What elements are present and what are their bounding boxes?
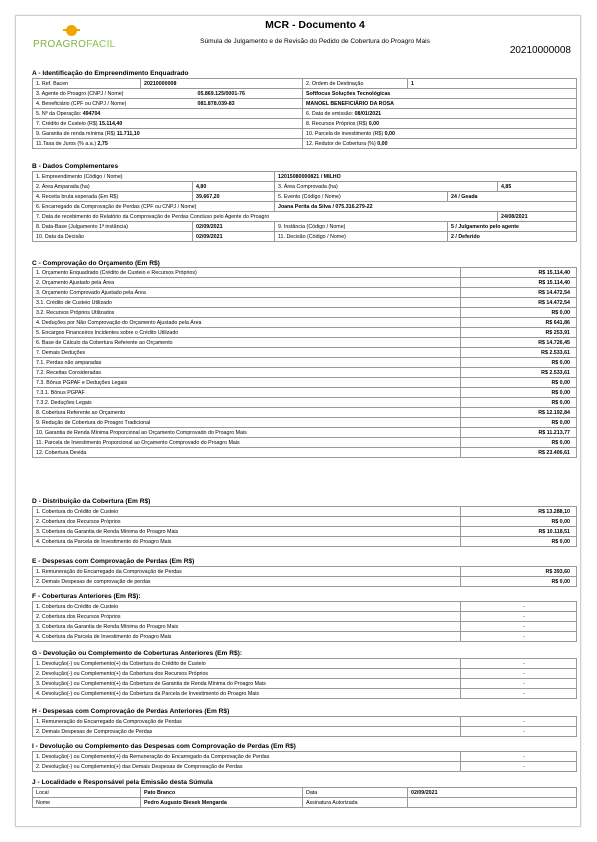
row-label: 4. Devolução(-) ou Complemento(+) da Cobertura da Parcela de Investimento do Proagro Mais: [33, 689, 461, 699]
section-d-title: D - Distribuição da Cobertura (Em R$): [32, 498, 151, 505]
row-value: -: [461, 622, 577, 632]
row-value: -: [461, 669, 577, 679]
table-row: [33, 537, 577, 547]
row-value: -: [461, 659, 577, 669]
row-label: 4. Deduções por Não Comprovação do Orçamento Ajustado pela Área: [33, 318, 461, 328]
table-row: [33, 689, 577, 699]
table-row: 5. Nº da Operação: 494704 6. Data de emissão: 08/01/2021: [33, 109, 577, 119]
table-row: [33, 318, 577, 328]
row-label: 3. Cobertura da Garantia de Renda Mínima do Proagro Mais: [33, 622, 461, 632]
section-h-table: [32, 716, 577, 737]
row-label: 2. Cobertura dos Recursos Próprios: [33, 517, 461, 527]
table-row: [33, 517, 577, 527]
section-d-table: [32, 506, 577, 547]
document-title: MCR - Documento 4: [265, 19, 365, 31]
row-label: 1. Devolução(-) ou Complemento(+) da Remuneração do Encarregado da Comprovação de Perdas: [33, 752, 461, 762]
section-b-table: [32, 171, 577, 242]
row-value: R$ 253,91: [461, 328, 577, 338]
table-row: 7. Data de recebimento do Relatório da Comprovação de Perdas Concluso pelo Agente do Proagro 24/08/2021: [33, 212, 577, 222]
table-row: [33, 577, 577, 587]
table-row: 10. Data da Decisão 02/09/2021 11. Decisão (Código / Nome) 2 / Deferido: [33, 232, 577, 242]
row-value: R$ 2.533,61: [461, 348, 577, 358]
row-label: 2. Demais Despesas de comprovação de perdas: [33, 577, 461, 587]
row-value: R$ 0,00: [461, 388, 577, 398]
row-label: 3.1. Crédito de Custeio Utilizado: [33, 298, 461, 308]
row-label: 10. Garantia de Renda Mínima Proporcional ao Orçamento Comprovado do Proagro Mais: [33, 428, 461, 438]
row-value: R$ 0,00: [461, 438, 577, 448]
row-label: 1. Remuneração do Encarregado da Comprovação de Perdas: [33, 717, 461, 727]
table-row: 1. Ref. Bacen 20210000008 2. Ordem de Destinação 1: [33, 79, 577, 89]
row-value: R$ 23.406,61: [461, 448, 577, 458]
row-label: 7.3.2. Deduções Legais: [33, 398, 461, 408]
table-row: [33, 398, 577, 408]
table-row: [33, 752, 577, 762]
row-value: R$ 14.472,54: [461, 298, 577, 308]
table-row: [33, 288, 577, 298]
row-label: 1. Cobertura do Crédito de Custeio: [33, 602, 461, 612]
table-row: [33, 378, 577, 388]
row-label: 1. Cobertura do Crédito de Custeio: [33, 507, 461, 517]
table-row: [33, 602, 577, 612]
row-label: 1. Remuneração do Encarregado da Comprovação de Perdas: [33, 567, 461, 577]
table-row: [33, 388, 577, 398]
table-row: [33, 268, 577, 278]
table-row: [33, 727, 577, 737]
row-value: -: [461, 727, 577, 737]
row-label: 5. Encargos Financeiros Incidentes sobre o Crédito Utilizado: [33, 328, 461, 338]
row-label: 4. Cobertura da Parcela de Investimento do Proagro Mais: [33, 537, 461, 547]
row-value: R$ 10.118,51: [461, 527, 577, 537]
row-label: 6. Base de Cálculo da Cobertura Referente ao Orçamento: [33, 338, 461, 348]
section-a-table: [32, 78, 577, 149]
row-value: -: [461, 762, 577, 772]
row-value: R$ 14.726,45: [461, 338, 577, 348]
row-label: 2. Orçamento Ajustado pela Área: [33, 278, 461, 288]
row-value: -: [461, 752, 577, 762]
row-value: R$ 0,00: [461, 358, 577, 368]
row-label: 2. Cobertura dos Recursos Próprios: [33, 612, 461, 622]
row-value: R$ 641,86: [461, 318, 577, 328]
table-row: 3. Agente do Proagro (CNPJ / Nome) 05.869.125/0001-76 Softfocus Soluções Tecnológicas: [33, 89, 577, 99]
table-row: 9. Garantia de renda mínima (R$) 11.711,10 10. Parcela de investimento (R$) 0,00: [33, 129, 577, 139]
table-row: 6. Encarregado da Comprovação de Perdas (CPF ou CNPJ / Nome) Joana Perita da Silva / 075.316.279-22: [33, 202, 577, 212]
table-row: [33, 348, 577, 358]
section-b-title: B - Dados Complementares: [32, 163, 119, 170]
section-e-table: [32, 566, 577, 587]
table-row: 4. Receita bruta esperada (Em R$) 39.667,20 5. Evento (Código / Nome) 24 / Geada: [33, 192, 577, 202]
row-label: 7.3.1. Bônus PGPAF: [33, 388, 461, 398]
document-number: 20210000008: [509, 45, 571, 56]
section-g-table: [32, 658, 577, 699]
row-label: 7.1. Perdas não amparadas: [33, 358, 461, 368]
table-row: 1. Empreendimento (Código / Nome) 12015080000821 / MILHO: [33, 172, 577, 182]
section-i-table: [32, 751, 577, 772]
row-value: -: [461, 632, 577, 642]
row-value: R$ 11.213,77: [461, 428, 577, 438]
row-label: 3. Cobertura da Garantia de Renda Mínima do Proagro Mais: [33, 527, 461, 537]
row-value: R$ 0,00: [461, 398, 577, 408]
row-value: R$ 0,00: [461, 537, 577, 547]
table-row: [33, 368, 577, 378]
table-row: [33, 428, 577, 438]
row-value: -: [461, 612, 577, 622]
table-row: [33, 717, 577, 727]
row-label: 3.2. Recursos Próprios Utilizados: [33, 308, 461, 318]
row-label: 1. Devolução(-) ou Complemento(+) da Cobertura do Crédito de Custeio: [33, 659, 461, 669]
table-row: [33, 762, 577, 772]
row-label: 1. Orçamento Enquadrado (Crédito de Custeio e Recursos Próprios): [33, 268, 461, 278]
table-row: [33, 418, 577, 428]
section-e-title: E - Despesas com Comprovação de Perdas (Em R$): [32, 558, 195, 565]
row-label: 7.3. Bônus PGPAF e Deduções Legais: [33, 378, 461, 388]
row-value: R$ 393,60: [461, 567, 577, 577]
table-row: Local Pato Branco Data 02/09/2021: [33, 788, 577, 798]
table-row: [33, 679, 577, 689]
document-subtitle: Súmula de Julgamento e de Revisão do Pedido de Cobertura do Proagro Mais: [200, 38, 430, 45]
row-label: 7.2. Receitas Consideradas: [33, 368, 461, 378]
section-c-title: C - Comprovação do Orçamento (Em R$): [32, 260, 160, 267]
row-value: -: [461, 717, 577, 727]
row-value: R$ 0,00: [461, 577, 577, 587]
table-row: [33, 527, 577, 537]
row-value: R$ 0,00: [461, 418, 577, 428]
row-label: 11. Parcela de Investimento Proporcional ao Orçamento Comprovado do Proagro Mais: [33, 438, 461, 448]
table-row: [33, 632, 577, 642]
table-row: 2. Área Amparada (ha) 4,80 3. Área Comprovada (ha) 4,85: [33, 182, 577, 192]
table-row: 4. Beneficiário (CPF ou CNPJ / Nome) 081.878.039-83 MANOEL BENEFICIÁRIO DA ROSA: [33, 99, 577, 109]
table-row: 8. Data-Base (Julgamento 1ª instância) 02/09/2021 9. Instância (Código / Nome) 5 / Julgamento pelo agente: [33, 222, 577, 232]
table-row: [33, 507, 577, 517]
section-i-title: I - Devolução ou Complemento das Despesas com Comprovação de Perdas (Em R$): [32, 743, 296, 750]
row-value: R$ 15.114,40: [461, 268, 577, 278]
table-row: [33, 567, 577, 577]
section-c-table: [32, 267, 577, 458]
row-label: 4. Cobertura da Parcela de Investimento do Proagro Mais: [33, 632, 461, 642]
row-value: -: [461, 602, 577, 612]
section-a-title: A - Identificação do Empreendimento Enquadrado: [32, 70, 189, 77]
table-row: [33, 438, 577, 448]
row-label: 9. Redução de Cobertura do Proagro Tradicional: [33, 418, 461, 428]
row-value: R$ 0,00: [461, 378, 577, 388]
table-row: [33, 448, 577, 458]
table-row: [33, 308, 577, 318]
row-value: R$ 13.288,10: [461, 507, 577, 517]
table-row: [33, 328, 577, 338]
table-row: [33, 278, 577, 288]
row-label: 2. Devolução(-) ou Complemento(+) das Demais Despesas de Comprovação de Perdas: [33, 762, 461, 772]
row-value: R$ 0,00: [461, 308, 577, 318]
table-row: [33, 298, 577, 308]
row-label: 8. Cobertura Referente ao Orçamento: [33, 408, 461, 418]
row-value: R$ 2.533,61: [461, 368, 577, 378]
row-label: 3. Devolução(-) ou Complemento(+) da Cobertura de Garantia de Renda Mínima do Proagro Mais: [33, 679, 461, 689]
table-row: 7. Crédito de Custeio (R$) 15.114,40 8. Recursos Próprios (R$) 0,00: [33, 119, 577, 129]
row-value: R$ 15.114,40: [461, 278, 577, 288]
row-value: -: [461, 689, 577, 699]
section-f-table: [32, 601, 577, 642]
sun-icon: [66, 25, 77, 36]
section-f-title: F - Coberturas Anteriores (Em R$):: [32, 593, 141, 600]
row-label: 12. Cobertura Devida: [33, 448, 461, 458]
table-row: Nome Pedro Augusto Biesek Mengarda Assinatura Autorizada: [33, 798, 577, 808]
row-value: R$ 14.472,54: [461, 288, 577, 298]
table-row: [33, 358, 577, 368]
table-row: [33, 659, 577, 669]
table-row: [33, 669, 577, 679]
section-g-title: G - Devolução ou Complemento de Coberturas Anteriores (Em R$):: [32, 650, 243, 657]
section-j-title: J - Localidade e Responsável pela Emissão desta Súmula: [32, 779, 213, 786]
row-value: R$ 12.192,84: [461, 408, 577, 418]
section-j-table: [32, 787, 577, 808]
row-label: 2. Devolução(-) ou Complemento(+) da Cobertura dos Recursos Próprios: [33, 669, 461, 679]
row-value: R$ 0,00: [461, 517, 577, 527]
row-label: 3. Orçamento Comprovado Ajustado pela Área: [33, 288, 461, 298]
row-label: 2. Demais Despesas de Comprovação de Perdas: [33, 727, 461, 737]
row-label: 7. Demais Deduções: [33, 348, 461, 358]
table-row: [33, 622, 577, 632]
logo-text: PROAGROFACIL: [33, 39, 116, 50]
section-h-title: H - Despesas com Comprovação de Perdas Anteriores (Em R$): [32, 708, 230, 715]
row-value: -: [461, 679, 577, 689]
table-row: [33, 408, 577, 418]
table-row: 11.Taxa de Juros (% a.a.) 2,75 12. Redutor de Cobertura (%) 0,00: [33, 139, 577, 149]
table-row: [33, 338, 577, 348]
proagro-facil-logo: [33, 25, 123, 55]
table-row: [33, 612, 577, 622]
